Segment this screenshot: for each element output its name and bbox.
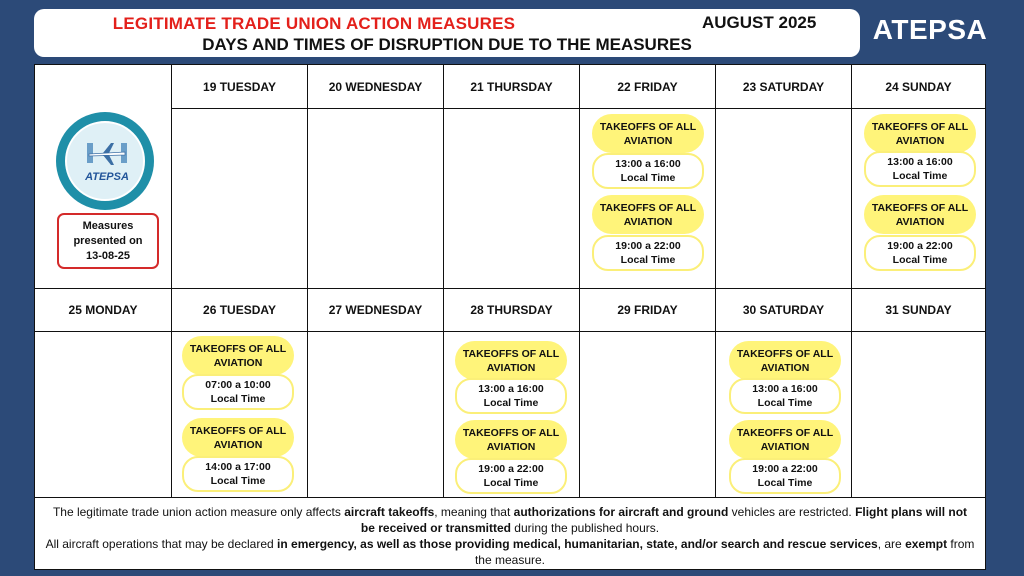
event-time: 13:00 a 16:00 Local Time bbox=[455, 378, 567, 414]
day-cell-23 bbox=[715, 108, 852, 289]
logo-text: ATEPSA bbox=[85, 171, 129, 183]
event-time: 19:00 a 22:00 Local Time bbox=[592, 235, 704, 271]
day-cell-29 bbox=[579, 331, 716, 498]
day-header-19: 19 TUESDAY bbox=[171, 64, 308, 109]
day-header-24: 24 SUNDAY bbox=[851, 64, 986, 109]
event-label: TAKEOFFS OF ALL AVIATION bbox=[864, 195, 976, 234]
measures-line-2: presented on bbox=[73, 235, 143, 247]
calendar-grid bbox=[34, 64, 986, 498]
day-header-29: 29 FRIDAY bbox=[579, 288, 716, 332]
day-cell-26 bbox=[171, 331, 308, 498]
page-subtitle: DAYS AND TIMES OF DISRUPTION DUE TO THE MEASURES bbox=[202, 35, 692, 54]
day-cell-24 bbox=[851, 108, 986, 289]
event-time: 19:00 a 22:00 Local Time bbox=[729, 458, 841, 494]
header-banner bbox=[34, 9, 860, 57]
day-header-25: 25 MONDAY bbox=[34, 288, 172, 332]
day-header-27: 27 WEDNESDAY bbox=[307, 288, 444, 332]
page-title: LEGITIMATE TRADE UNION ACTION MEASURES bbox=[112, 14, 516, 33]
day-header-22: 22 FRIDAY bbox=[579, 64, 716, 109]
event-time: 14:00 a 17:00 Local Time bbox=[182, 456, 294, 492]
day-header-23: 23 SATURDAY bbox=[715, 64, 852, 109]
event-time: 13:00 a 16:00 Local Time bbox=[592, 153, 704, 189]
logo-emblem bbox=[65, 121, 145, 201]
measures-date-box bbox=[57, 213, 159, 269]
event-label: TAKEOFFS OF ALL AVIATION bbox=[455, 341, 567, 380]
day-header-26: 26 TUESDAY bbox=[171, 288, 308, 332]
day-cell-30 bbox=[715, 331, 852, 498]
logo-cell bbox=[34, 64, 172, 289]
event-time: 13:00 a 16:00 Local Time bbox=[729, 378, 841, 414]
month-label: AUGUST 2025 bbox=[702, 13, 817, 32]
footer-paragraph-1: The legitimate trade union action measure only affects aircraft takeoffs, meaning that authorizations for aircraft and ground vehicles are restricted. Flight plans will not be received or transmitted during the published hours. bbox=[52, 505, 968, 535]
day-cell-21 bbox=[443, 108, 580, 289]
measures-line-3: 13-08-25 bbox=[85, 250, 131, 262]
day-cell-28 bbox=[443, 331, 580, 498]
day-header-21: 21 THURSDAY bbox=[443, 64, 580, 109]
day-header-28: 28 THURSDAY bbox=[443, 288, 580, 332]
event-time: 19:00 a 22:00 Local Time bbox=[455, 458, 567, 494]
event-label: TAKEOFFS OF ALL AVIATION bbox=[182, 336, 294, 375]
event-label: TAKEOFFS OF ALL AVIATION bbox=[592, 114, 704, 153]
footer-paragraph-2: All aircraft operations that may be declared in emergency, as well as those providing medical, humanitarian, state, and/or search and rescue services, are exempt from the measure. bbox=[45, 537, 975, 567]
day-header-20: 20 WEDNESDAY bbox=[307, 64, 444, 109]
event-label: TAKEOFFS OF ALL AVIATION bbox=[592, 195, 704, 234]
event-label: TAKEOFFS OF ALL AVIATION bbox=[455, 420, 567, 459]
day-cell-19 bbox=[171, 108, 308, 289]
event-label: TAKEOFFS OF ALL AVIATION bbox=[729, 420, 841, 459]
event-label: TAKEOFFS OF ALL AVIATION bbox=[864, 114, 976, 153]
measures-line-1: Measures bbox=[82, 220, 134, 232]
event-label: TAKEOFFS OF ALL AVIATION bbox=[729, 341, 841, 380]
event-time: 19:00 a 22:00 Local Time bbox=[864, 235, 976, 271]
event-label: TAKEOFFS OF ALL AVIATION bbox=[182, 418, 294, 457]
event-time: 07:00 a 10:00 Local Time bbox=[182, 374, 294, 410]
day-cell-27 bbox=[307, 331, 444, 498]
day-header-30: 30 SATURDAY bbox=[715, 288, 852, 332]
day-cell-31 bbox=[851, 331, 986, 498]
day-cell-25 bbox=[34, 331, 172, 498]
airplane-icon bbox=[85, 139, 129, 169]
brand-name: ATEPSA bbox=[872, 14, 988, 45]
day-header-31: 31 SUNDAY bbox=[851, 288, 986, 332]
event-time: 13:00 a 16:00 Local Time bbox=[864, 151, 976, 187]
day-cell-22 bbox=[579, 108, 716, 289]
atepsa-logo bbox=[56, 112, 154, 210]
day-cell-20 bbox=[307, 108, 444, 289]
footer-note bbox=[34, 498, 986, 570]
